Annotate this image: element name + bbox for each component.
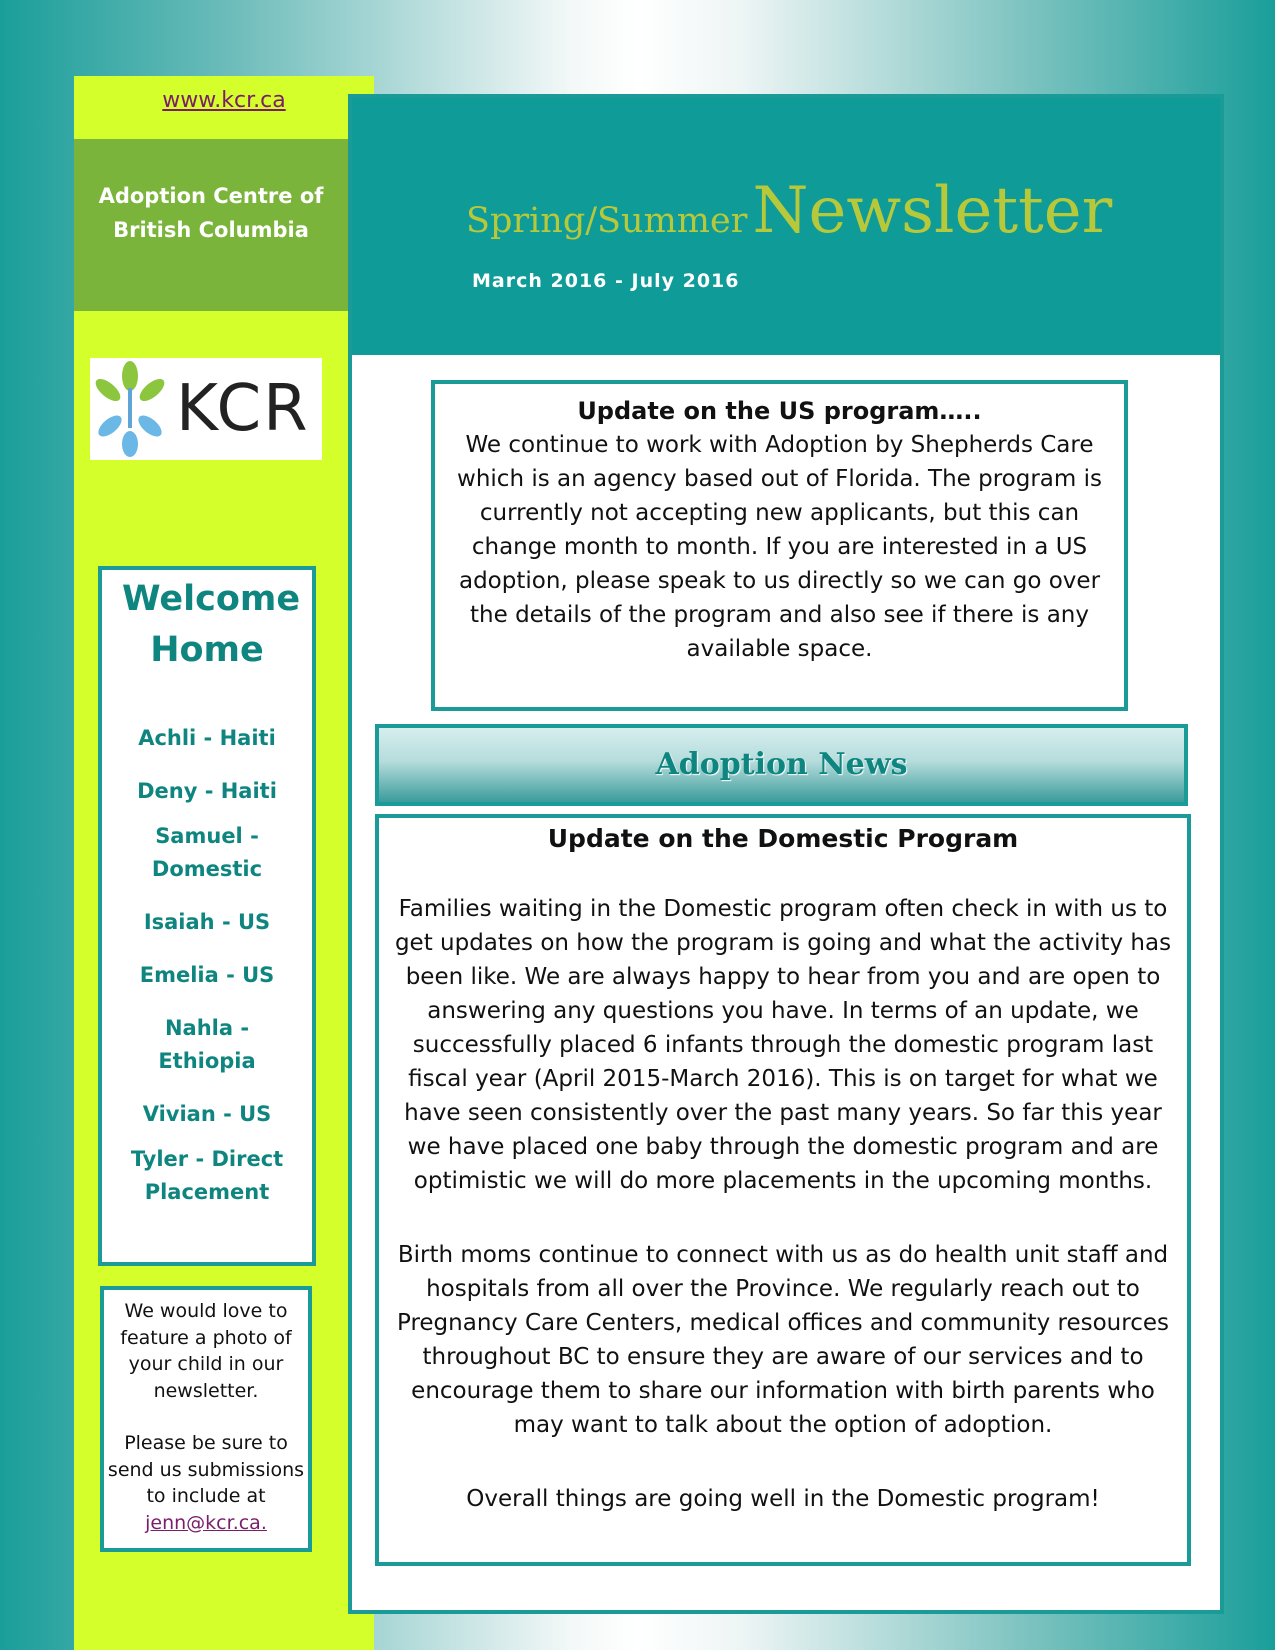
list-item: Vivian - US [142, 1102, 272, 1126]
domestic-paragraph-3: Overall things are going well in the Domestic program! [466, 1486, 1100, 1512]
domestic-program-box [375, 814, 1191, 1566]
title-season: Spring/Summer [466, 201, 748, 241]
sidebar [74, 76, 374, 1650]
welcome-title-text: Welcome Home [122, 579, 301, 670]
adoption-news-banner [375, 724, 1188, 806]
domestic-paragraph-1: Families waiting in the Domestic program often check in with us to get updates on how the program is going and what the activity has been like. We are always happy to hear from you and are open to answering any questions you have. In terms of an update, we successfully placed 6 infants through the domestic program last fiscal year (April 2015-March 2016). This is on target for what we have seen consistently over the past many years. So far this year we have placed one baby through the domestic program and are optimistic we will do more placements in the upcoming months. [394, 896, 1172, 1194]
list-item: Emelia - US [139, 963, 275, 987]
newsletter-title [466, 174, 1112, 248]
us-program-title: Update on the US program….. [577, 397, 982, 425]
list-item: Achli - Haiti [138, 726, 276, 750]
logo-text: KCR [176, 372, 310, 446]
domestic-program-title: Update on the Domestic Program [547, 824, 1019, 853]
list-item: Nahla - Ethiopia [158, 1016, 256, 1073]
photo-text-1: We would love to feature a photo of your child in our newsletter. [120, 1300, 292, 1402]
welcome-home-box [98, 566, 316, 1266]
date-range: March 2016 - July 2016 [472, 270, 740, 292]
list-item: Samuel - Domestic [151, 824, 263, 881]
leaf-logo-icon [90, 360, 170, 458]
organization-name [74, 139, 348, 311]
email-link[interactable]: jenn@kcr.ca. [145, 1511, 267, 1534]
website-link[interactable]: www.kcr.ca [162, 88, 286, 113]
welcome-title [102, 574, 312, 676]
newsletter-header [352, 98, 1220, 355]
welcome-list [102, 722, 312, 1229]
list-item: Isaiah - US [143, 910, 271, 934]
main-panel [348, 94, 1224, 1614]
photo-text-2 [104, 1430, 308, 1536]
kcr-logo [90, 358, 322, 460]
us-program-box [431, 380, 1128, 711]
photo-submission-box [100, 1286, 312, 1552]
us-program-body: We continue to work with Adoption by Shepherds Care which is an agency based out of Florida. The program is currently not accepting new applicants, but this can change month to month. If you are interested in a US adoption, please speak to us directly so we can go over the details of the program and also see if there is any available space. [457, 432, 1102, 662]
photo-text-2-label: Please be sure to send us submissions to include at [107, 1432, 305, 1507]
org-name-text: Adoption Centre of British Columbia [98, 184, 324, 242]
title-newsletter: Newsletter [752, 174, 1113, 248]
domestic-paragraph-2: Birth moms continue to connect with us as do health unit staff and hospitals from all over the Province. We regularly reach out to Pregnancy Care Centers, medical offices and community resources throughout BC to ensure they are aware of our services and to encourage them to share our information with birth parents who may want to talk about the option of adoption. [396, 1242, 1169, 1438]
list-item: Tyler - Direct Placement [130, 1147, 284, 1204]
list-item: Deny - Haiti [137, 779, 277, 803]
adoption-news-heading: Adoption News [655, 747, 908, 782]
